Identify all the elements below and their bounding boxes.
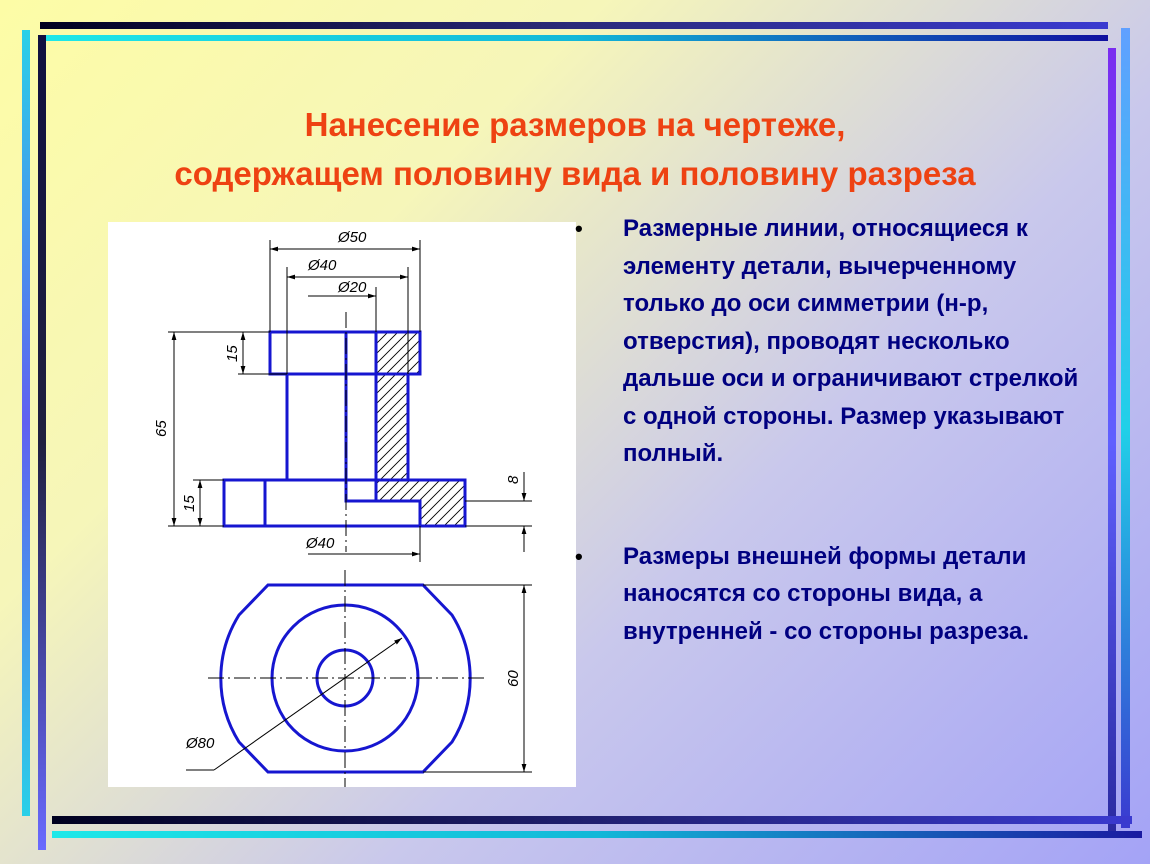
dim-label-8: 8	[505, 475, 522, 484]
frame-bottom-cyan	[52, 831, 1142, 838]
title-line-2: содержащем половину вида и половину разреза	[174, 155, 976, 192]
dim-label-d40-bottom: Ø40	[306, 535, 335, 552]
dim-label-15-top: 15	[224, 345, 241, 362]
bullet-item-1	[573, 210, 1083, 473]
dim-label-60: 60	[505, 670, 522, 687]
dim-label-d20: Ø20	[338, 279, 367, 296]
dim-label-d80: Ø80	[186, 735, 215, 752]
bullet-item-2	[573, 538, 1083, 651]
technical-drawing	[108, 222, 576, 787]
bullet-text-2: Размеры внешней формы детали наносятся со стороны вида, а внутренней - со стороны разреза.	[623, 542, 1030, 645]
center-lines	[208, 312, 488, 787]
frame-right-magenta	[1108, 48, 1116, 834]
dim-label-d50: Ø50	[338, 229, 367, 246]
dim-label-15-bottom: 15	[181, 495, 198, 512]
bullet-marker: •	[575, 216, 583, 241]
frame-bottom-dark	[52, 816, 1132, 824]
dim-label-65: 65	[153, 420, 170, 437]
frame-left-dark	[38, 35, 46, 850]
frame-top-dark	[40, 22, 1108, 29]
frame-left-blue	[22, 30, 30, 816]
bullet-text-1: Размерные линии, относящиеся к элементу детали, вычерченному только до оси симметрии (н-р, отверстия), проводят несколько дальше оси и ограничивают стрелкой с одной стороны. Размер указывают полный.	[623, 215, 1079, 467]
bullet-list	[573, 210, 1083, 650]
frame-top-cyan	[40, 35, 1108, 41]
frame-right-cyan	[1121, 28, 1130, 828]
drawing-svg	[108, 222, 576, 787]
bullet-marker: •	[575, 543, 583, 569]
title-line-1: Нанесение размеров на чертеже,	[304, 106, 846, 143]
dim-label-d40-top: Ø40	[308, 257, 337, 274]
slide-title	[60, 100, 1090, 198]
